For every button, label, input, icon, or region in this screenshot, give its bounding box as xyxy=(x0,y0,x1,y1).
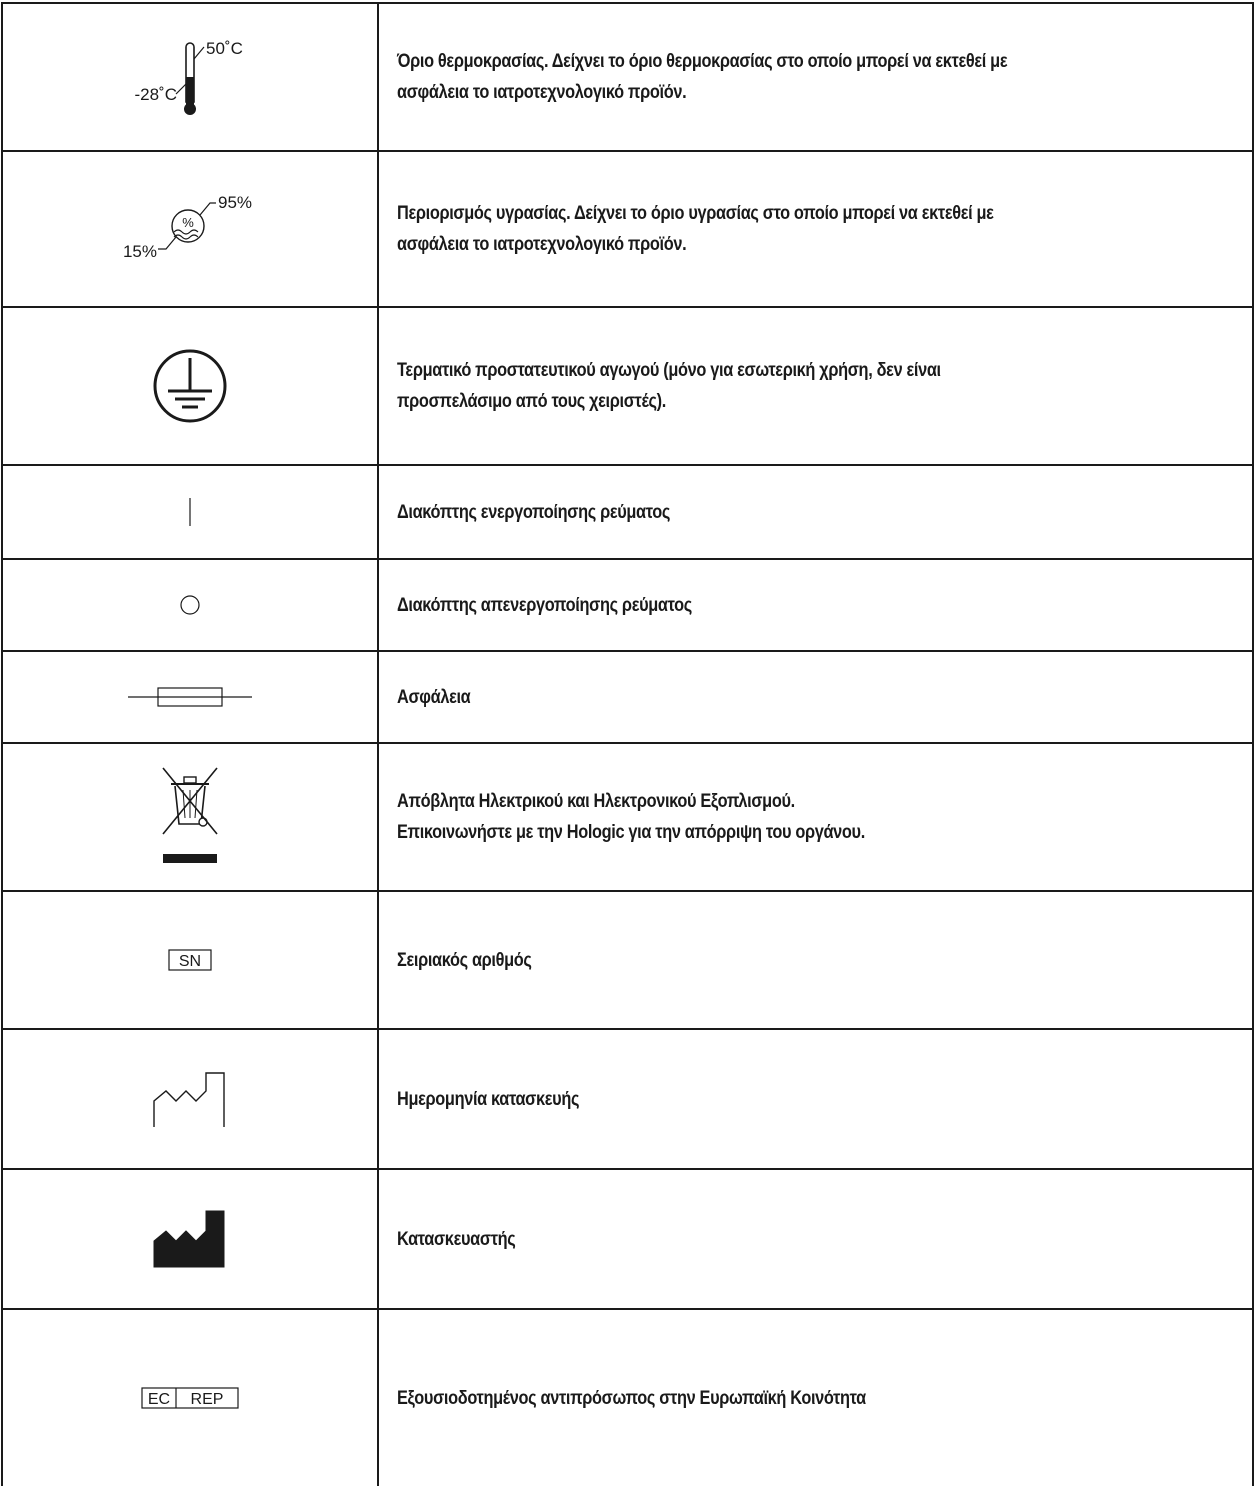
protective-earth-icon xyxy=(150,346,230,426)
humidity-high-label: 95% xyxy=(218,193,253,212)
table-row xyxy=(2,651,1253,743)
symbol-cell xyxy=(2,651,378,743)
table-row xyxy=(2,151,1253,307)
description-cell xyxy=(378,151,1253,307)
humidity-limitation-icon xyxy=(100,179,280,279)
manufacturer-icon xyxy=(148,1207,232,1271)
symbol-cell xyxy=(2,1029,378,1169)
description-line: Τερματικό προστατευτικού αγωγού (μόνο για εσωτερική χρήση, δεν είναι xyxy=(397,360,941,381)
description-line: Διακόπτης ενεργοποίησης ρεύματος xyxy=(397,501,671,523)
description-cell xyxy=(378,1309,1253,1486)
symbol-cell xyxy=(2,743,378,891)
table-row xyxy=(2,1029,1253,1169)
table-row xyxy=(2,3,1253,151)
description-cell xyxy=(378,651,1253,743)
description-line: Επικοινωνήστε με την Hologic για την απόρριψη του οργάνου. xyxy=(397,822,865,843)
serial-number-label: SN xyxy=(178,953,202,970)
description-line: προσπελάσιμο από τους χειριστές). xyxy=(397,391,666,412)
description-cell xyxy=(378,1029,1253,1169)
power-on-icon xyxy=(180,496,200,528)
description-cell xyxy=(378,743,1253,891)
symbol-cell xyxy=(2,1309,378,1486)
description-line: Εξουσιοδοτημένος αντιπρόσωπος στην Ευρωπαϊκή Κοινότητα xyxy=(397,1387,866,1409)
description-line: Ασφάλεια xyxy=(397,686,471,708)
description-line: Περιορισμός υγρασίας. Δείχνει το όριο υγρασίας στο οποίο μπορεί να εκτεθεί με xyxy=(397,203,994,224)
description-cell xyxy=(378,307,1253,465)
ec-rep-icon xyxy=(140,1385,240,1411)
fuse-icon xyxy=(128,684,252,710)
ec-label: EC xyxy=(147,1391,171,1408)
description-line: Διακόπτης απενεργοποίησης ρεύματος xyxy=(397,594,692,616)
temp-low-label: -28˚C xyxy=(134,85,177,104)
description-line: Σειριακός αριθμός xyxy=(397,949,532,971)
symbol-cell xyxy=(2,307,378,465)
symbol-cell xyxy=(2,891,378,1029)
description-line: ασφάλεια το ιατροτεχνολογικό προϊόν. xyxy=(397,234,687,255)
description-cell xyxy=(378,559,1253,651)
table-row xyxy=(2,743,1253,891)
description-cell xyxy=(378,1169,1253,1309)
description-line: Απόβλητα Ηλεκτρικού και Ηλεκτρονικού Εξοπλισμού. xyxy=(397,791,795,812)
symbol-cell xyxy=(2,1169,378,1309)
table-row xyxy=(2,465,1253,559)
date-of-manufacture-icon xyxy=(148,1067,232,1131)
description-line: ασφάλεια το ιατροτεχνολογικό προϊόν. xyxy=(397,82,687,103)
symbol-cell xyxy=(2,465,378,559)
weee-crossed-bin-icon xyxy=(155,762,225,872)
temperature-limit-icon xyxy=(100,27,280,127)
description-cell xyxy=(378,465,1253,559)
humidity-center-label: % xyxy=(182,215,194,230)
rep-label: REP xyxy=(190,1391,224,1408)
serial-number-icon xyxy=(167,947,213,973)
table-row xyxy=(2,891,1253,1029)
description-line: Όριο θερμοκρασίας. Δείχνει το όριο θερμοκρασίας στο οποίο μπορεί να εκτεθεί με xyxy=(397,51,1008,72)
power-off-icon xyxy=(178,593,202,617)
description-line: Κατασκευαστής xyxy=(397,1228,516,1250)
symbol-cell xyxy=(2,559,378,651)
description-cell xyxy=(378,3,1253,151)
symbol-cell xyxy=(2,3,378,151)
symbols-table xyxy=(1,2,1254,1486)
description-cell xyxy=(378,891,1253,1029)
humidity-low-label: 15% xyxy=(122,242,157,261)
table-row xyxy=(2,1169,1253,1309)
table-row xyxy=(2,1309,1253,1486)
description-line: Ημερομηνία κατασκευής xyxy=(397,1088,580,1110)
table-row xyxy=(2,559,1253,651)
table-row xyxy=(2,307,1253,465)
temp-high-label: 50˚C xyxy=(206,39,243,58)
symbol-cell xyxy=(2,151,378,307)
